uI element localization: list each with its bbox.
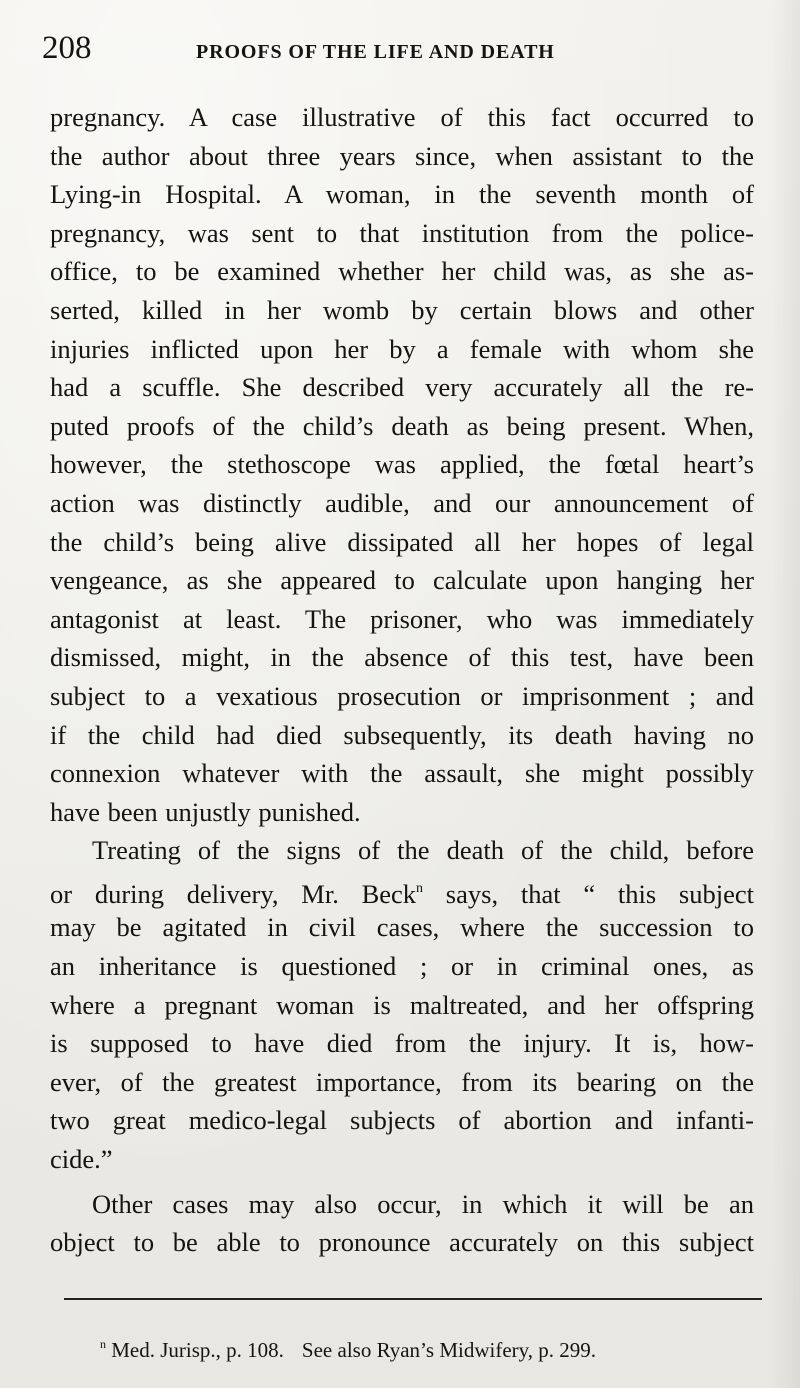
text-line: ever, of the greatest importance, from its bearing on the (50, 1066, 754, 1097)
text-line: pregnancy, was sent to that institution from the police- (50, 217, 754, 248)
text-line: the child’s being alive dissipated all her hopes of legal (50, 526, 754, 557)
running-head: PROOFS OF THE LIFE AND DEATH (196, 41, 555, 63)
page-number: 208 (42, 30, 92, 66)
text-line: pregnancy. A case illustrative of this fact occurred to (50, 102, 754, 132)
body-text (50, 98, 754, 1262)
footnote (50, 1330, 754, 1364)
text-line: vengeance, as she appeared to calculate upon hanging her (50, 565, 754, 596)
text-line: if the child had died subsequently, its death having no (50, 719, 754, 750)
text-line: the author about three years since, when assistant to the (50, 140, 754, 171)
text-line: however, the stethoscope was applied, the fœtal heart’s (50, 449, 754, 480)
text-fragment: or during delivery, Mr. Beck (50, 878, 417, 909)
text-line: dismissed, might, in the absence of this test, have been (50, 642, 754, 673)
text-line: connexion whatever with the assault, she might possibly (50, 758, 754, 789)
footnote-text-2: See also Ryan’s Midwifery, p. 299. (301, 1337, 597, 1362)
footnote-ref: n (416, 880, 424, 896)
footnote-marker: n (100, 1336, 106, 1351)
text-fragment: says, that “ this subject (423, 878, 754, 909)
footnote-rule (64, 1298, 762, 1300)
text-line: subject to a vexatious prosecution or imprisonment ; and (50, 680, 754, 711)
text-line: object to be able to pronounce accurately on this subject (50, 1227, 754, 1258)
text-line: have been unjustly punished. (50, 796, 361, 827)
text-line: office, to be examined whether her child was, as she as- (50, 256, 754, 287)
text-line: is supposed to have died from the injury. It is, how- (50, 1028, 754, 1059)
text-line: Lying-in Hospital. A woman, in the seventh month of (50, 179, 754, 210)
text-line: action was distinctly audible, and our announcement of (50, 487, 754, 518)
text-line: an inheritance is questioned ; or in criminal ones, as (50, 951, 754, 982)
text-line: puted proofs of the child’s death as being present. When, (50, 410, 754, 441)
text-line: Treating of the signs of the death of the child, before (92, 835, 754, 866)
text-line: two great medico-legal subjects of abortion and infanti- (50, 1105, 754, 1136)
text-line: Other cases may also occur, in which it will be an (92, 1188, 754, 1219)
page-header (42, 28, 754, 80)
text-line: where a pregnant woman is maltreated, and her offspring (50, 989, 754, 1020)
text-line: may be agitated in civil cases, where the succession to (50, 912, 754, 943)
text-line: antagonist at least. The prisoner, who was immediately (50, 603, 754, 634)
footnote-text-1: Med. Jurisp., p. 108. (111, 1337, 284, 1362)
text-line: had a scuffle. She described very accurately all the re- (50, 372, 754, 403)
text-line: injuries inflicted upon her by a female with whom she (50, 333, 754, 364)
text-line: serted, killed in her womb by certain blows and other (50, 294, 754, 325)
text-line-with-footnote-ref (50, 870, 754, 909)
text-line: cide.” (50, 1144, 113, 1175)
